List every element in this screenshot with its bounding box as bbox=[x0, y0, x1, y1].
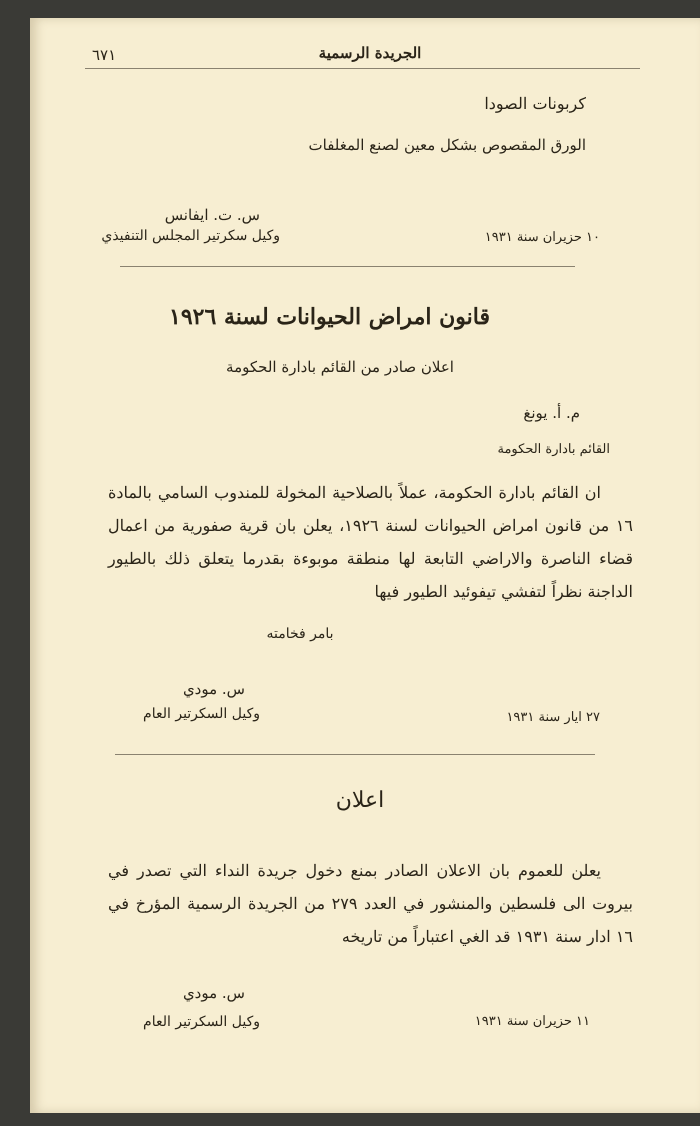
notice-date: ١٠ حزيران سنة ١٩٣١ bbox=[484, 230, 600, 245]
issuer-name: م. أ. يونغ bbox=[523, 404, 580, 422]
signer-name: س. مودي bbox=[182, 680, 245, 698]
section-divider bbox=[120, 266, 575, 267]
gazette-header-title: الجريدة الرسمية bbox=[318, 44, 422, 62]
by-order: بامر فخامته bbox=[266, 626, 334, 642]
law-title: قانون امراض الحيوانات لسنة ١٩٢٦ bbox=[169, 304, 490, 330]
signer-title: وكيل السكرتير العام bbox=[143, 706, 260, 722]
signer-title: وكيل سكرتير المجلس التنفيذي bbox=[101, 228, 280, 244]
signer-name: س. مودي bbox=[182, 984, 245, 1002]
header-rule bbox=[85, 68, 640, 69]
announcement-body: يعلن للعموم بان الاعلان الصادر بمنع دخول جريدة النداء التي تصدر في بيروت الى فلسطين والمنشور في العدد ٢٧٩ من الجريدة الرسمية المؤرخ في ١٦ ادار سنة ١٩٣١ قد الغي اعتباراً من تاريخه bbox=[108, 861, 634, 946]
notice-date: ١١ حزيران سنة ١٩٣١ bbox=[474, 1014, 590, 1029]
signer-name: س. ت. ايفانس bbox=[164, 206, 260, 224]
item-envelope-paper: الورق المقصوص بشكل معين لصنع المغلفات bbox=[308, 136, 586, 154]
law-subtitle: اعلان صادر من القائم بادارة الحكومة bbox=[226, 358, 454, 376]
item-sodium-carbonate: كربونات الصودا bbox=[484, 94, 586, 113]
gazette-page bbox=[30, 18, 700, 1113]
signer-title: وكيل السكرتير العام bbox=[143, 1014, 260, 1030]
page-number: ٦٧١ bbox=[92, 46, 117, 64]
issuer-title: القائم بادارة الحكومة bbox=[497, 442, 610, 457]
notice-date: ٢٧ ايار سنة ١٩٣١ bbox=[506, 710, 600, 725]
proclamation-body: ان القائم بادارة الحكومة، عملاً بالصلاحية المخولة للمندوب السامي بالمادة ١٦ من قانون امراض الحيوانات لسنة ١٩٢٦، يعلن بان قرية صفورية من اعمال قضاء الناصرة والاراضي التابعة لها منطقة موبوءة بقدرما يتعلق ذلك بالطيور الداجنة نظراً لتفشي تيفوئيد الطيور فيها bbox=[108, 483, 633, 601]
announcement-title: اعلان bbox=[335, 788, 385, 813]
section-divider bbox=[115, 754, 595, 755]
